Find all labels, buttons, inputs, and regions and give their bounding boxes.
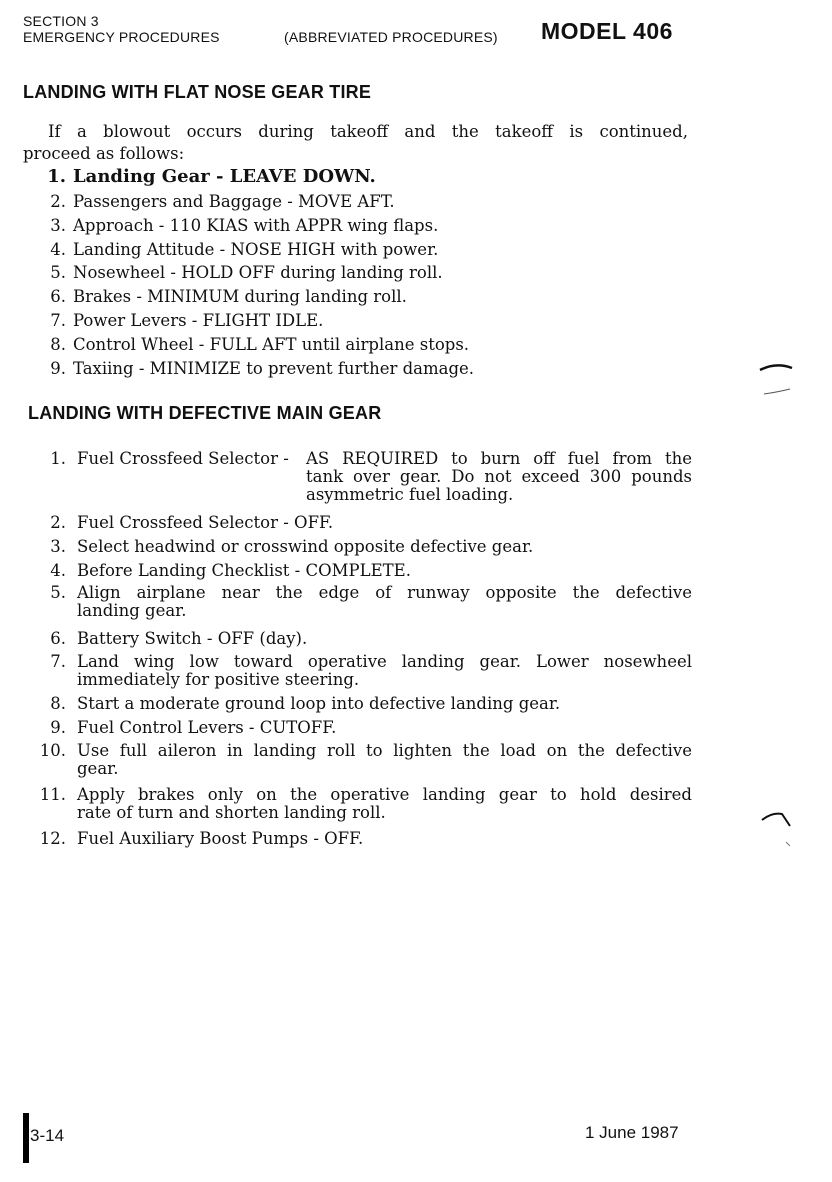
step-number: 9. [50, 359, 66, 378]
step-text-line: Before Landing Checklist - COMPLETE. [77, 561, 411, 580]
step-number: 5. [50, 583, 66, 602]
step-text-line: immediately for positive steering. [77, 670, 360, 689]
step-number: 3. [50, 216, 66, 235]
model-title: MODEL 406 [541, 18, 673, 44]
step-text-line: Fuel Control Levers - CUTOFF. [77, 718, 337, 737]
step-text: Passengers and Baggage - MOVE AFT. [73, 192, 395, 211]
step-number: 11. [39, 785, 66, 804]
step-text-line: Battery Switch - OFF (day). [77, 629, 308, 648]
chapter-label: EMERGENCY PROCEDURES [23, 29, 220, 45]
step-number: 1. [47, 166, 66, 187]
step-number: 8. [50, 335, 66, 354]
margin-change-mark [760, 806, 800, 846]
step-number: 9. [50, 718, 66, 737]
revision-date: 1 June 1987 [585, 1123, 679, 1142]
flat-nose-tire-intro [23, 121, 688, 165]
page-number: 3-14 [30, 1126, 65, 1145]
subtitle-label: (ABBREVIATED PROCEDURES) [284, 29, 498, 45]
step-text-line: rate of turn and shorten landing roll. [77, 803, 386, 822]
step-number: 2. [50, 513, 66, 532]
defective-main-gear-heading: LANDING WITH DEFECTIVE MAIN GEAR [28, 403, 382, 423]
step-text: Control Wheel - FULL AFT until airplane stops. [73, 335, 470, 354]
step-text-line: AS REQUIRED to burn off fuel from the [306, 449, 692, 468]
step-text: Approach - 110 KIAS with APPR wing flaps. [73, 216, 439, 235]
flat-nose-tire-heading: LANDING WITH FLAT NOSE GEAR TIRE [23, 82, 372, 102]
margin-change-mark [758, 360, 798, 400]
intro-line-1: If a blowout occurs during takeoff and the takeoff is continued, [48, 122, 688, 141]
step-text: Taxiing - MINIMIZE to prevent further damage. [73, 359, 475, 378]
step-text: Landing Attitude - NOSE HIGH with power. [73, 240, 439, 259]
step-text-line: Start a moderate ground loop into defective landing gear. [77, 694, 561, 713]
step-number: 8. [50, 694, 66, 713]
step-number: 7. [50, 652, 66, 671]
step-number: 6. [50, 629, 66, 648]
step-text-line: Fuel Auxiliary Boost Pumps - OFF. [77, 829, 364, 848]
step-text-line: gear. [77, 759, 119, 778]
step-text: Power Levers - FLIGHT IDLE. [73, 311, 324, 330]
step-text: Landing Gear - LEAVE DOWN. [73, 166, 376, 187]
step-number: 3. [50, 537, 66, 556]
step-text-line: tank over gear. Do not exceed 300 pounds [306, 467, 692, 486]
section-label: SECTION 3 [23, 13, 99, 29]
step-text: Nosewheel - HOLD OFF during landing roll. [73, 263, 443, 282]
step-text-line: Select headwind or crosswind opposite defective gear. [77, 537, 534, 556]
step-number: 10. [39, 741, 66, 760]
step-text-line: landing gear. [77, 601, 187, 620]
step-text-line: Land wing low toward operative landing gear. Lower nosewheel [77, 652, 692, 671]
intro-line-2: proceed as follows: [23, 144, 185, 163]
step-number: 7. [50, 311, 66, 330]
step-number: 2. [50, 192, 66, 211]
step-text: Brakes - MINIMUM during landing roll. [73, 287, 407, 306]
step-text-line: Apply brakes only on the operative landing gear to hold desired [77, 785, 692, 804]
step-text-line: asymmetric fuel loading. [306, 485, 514, 504]
revision-bar [23, 1113, 29, 1163]
step-number: 1. [50, 449, 66, 468]
step-text-line: Use full aileron in landing roll to lighten the load on the defective [77, 741, 692, 760]
step-number: 12. [39, 829, 66, 848]
step-text-line: Fuel Crossfeed Selector - OFF. [77, 513, 334, 532]
step-number: 4. [50, 561, 66, 580]
step-number: 4. [50, 240, 66, 259]
step-prefix: Fuel Crossfeed Selector - [77, 449, 295, 468]
step-number: 5. [50, 263, 66, 282]
step-text-line: Align airplane near the edge of runway opposite the defective [77, 583, 692, 602]
step-number: 6. [50, 287, 66, 306]
